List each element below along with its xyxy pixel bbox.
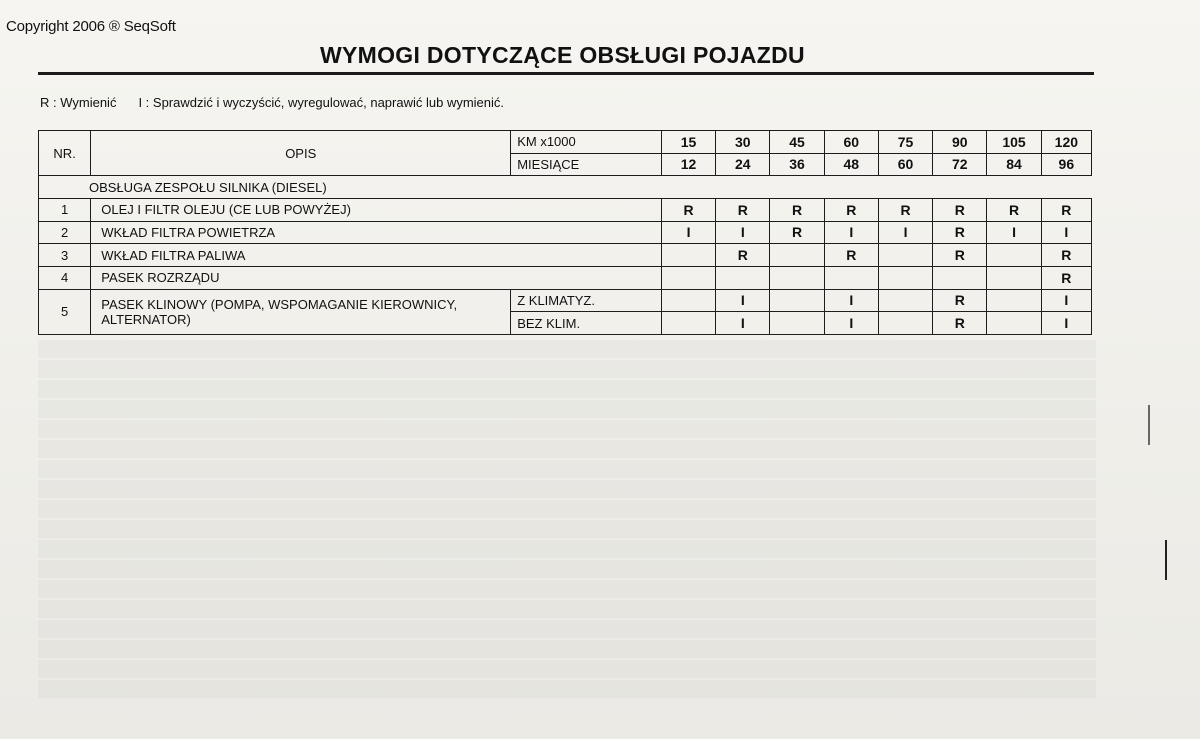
cell-value: R <box>824 244 878 267</box>
cell-value: I <box>824 289 878 312</box>
km-value: 105 <box>987 131 1041 154</box>
row-nr: 5 <box>39 289 91 334</box>
cell-value: R <box>933 312 987 335</box>
row-sub-label: Z KLIMATYZ. <box>511 289 662 312</box>
cell-value: R <box>661 198 715 221</box>
cell-value: R <box>1041 244 1091 267</box>
faded-background-text <box>38 340 1096 700</box>
cell-value <box>770 244 824 267</box>
table-row <box>39 289 1092 312</box>
legend-inspect: I : Sprawdzić i wyczyścić, wyregulować, naprawić lub wymienić. <box>138 95 505 110</box>
header-row-km <box>39 131 1092 154</box>
month-value: 12 <box>661 153 715 176</box>
cell-value: R <box>716 198 770 221</box>
row-nr: 4 <box>39 266 91 289</box>
row-nr: 2 <box>39 221 91 244</box>
cell-value <box>987 266 1041 289</box>
table-row <box>39 221 1092 244</box>
cell-value: R <box>933 289 987 312</box>
cell-value: I <box>987 221 1041 244</box>
cell-value: I <box>1041 312 1091 335</box>
km-value: 45 <box>770 131 824 154</box>
cell-value <box>661 266 715 289</box>
page-title: WYMOGI DOTYCZĄCE OBSŁUGI POJAZDU <box>320 42 805 68</box>
month-value: 84 <box>987 153 1041 176</box>
row-nr: 3 <box>39 244 91 267</box>
cell-value: I <box>824 221 878 244</box>
km-value: 15 <box>661 131 715 154</box>
month-value: 48 <box>824 153 878 176</box>
cell-value: R <box>1041 266 1091 289</box>
cell-value: I <box>1041 221 1091 244</box>
section-row <box>39 176 1092 199</box>
km-value: 30 <box>716 131 770 154</box>
cell-value: R <box>933 221 987 244</box>
row-desc: PASEK ROZRZĄDU <box>91 266 662 289</box>
table-row <box>39 244 1092 267</box>
month-value: 24 <box>716 153 770 176</box>
cell-value: R <box>1041 198 1091 221</box>
cell-value <box>878 312 932 335</box>
cell-value: R <box>770 221 824 244</box>
cell-value: R <box>824 198 878 221</box>
cell-value <box>661 289 715 312</box>
cell-value <box>878 289 932 312</box>
cell-value: R <box>716 244 770 267</box>
cell-value <box>661 312 715 335</box>
cell-value <box>770 266 824 289</box>
cell-value <box>770 289 824 312</box>
cell-value <box>987 289 1041 312</box>
cell-value <box>878 266 932 289</box>
row-desc: WKŁAD FILTRA PALIWA <box>91 244 662 267</box>
header-nr: NR. <box>39 131 91 176</box>
cell-value: R <box>933 244 987 267</box>
km-value: 75 <box>878 131 932 154</box>
cell-value: I <box>1041 289 1091 312</box>
header-opis: OPIS <box>91 131 511 176</box>
copyright-notice: Copyright 2006 ® SeqSoft <box>6 18 176 35</box>
table-row <box>39 198 1092 221</box>
cell-value <box>933 266 987 289</box>
cell-value: I <box>661 221 715 244</box>
month-value: 72 <box>933 153 987 176</box>
cell-value <box>661 244 715 267</box>
month-value: 96 <box>1041 153 1091 176</box>
table-row <box>39 266 1092 289</box>
legend <box>40 95 504 110</box>
cell-value <box>987 312 1041 335</box>
margin-mark <box>1165 540 1167 580</box>
km-value: 120 <box>1041 131 1091 154</box>
legend-replace: R : Wymienić <box>40 95 117 110</box>
cell-value: I <box>716 221 770 244</box>
cell-value: I <box>878 221 932 244</box>
cell-value <box>716 266 770 289</box>
cell-value <box>987 244 1041 267</box>
header-km-label: KM x1000 <box>511 131 662 154</box>
month-value: 36 <box>770 153 824 176</box>
cell-value <box>770 312 824 335</box>
cell-value: I <box>716 312 770 335</box>
row-desc: WKŁAD FILTRA POWIETRZA <box>91 221 662 244</box>
cell-value: R <box>878 198 932 221</box>
header-months-label: MIESIĄCE <box>511 153 662 176</box>
km-value: 60 <box>824 131 878 154</box>
cell-value: R <box>933 198 987 221</box>
maintenance-table <box>38 130 1092 335</box>
cell-value: R <box>987 198 1041 221</box>
margin-mark <box>1148 405 1150 445</box>
row-desc: PASEK KLINOWY (POMPA, WSPOMAGANIE KIEROWNICY, ALTERNATOR) <box>91 289 511 334</box>
month-value: 60 <box>878 153 932 176</box>
section-title: OBSŁUGA ZESPOŁU SILNIKA (DIESEL) <box>39 176 1092 199</box>
cell-value <box>878 244 932 267</box>
cell-value <box>824 266 878 289</box>
title-rule <box>38 72 1094 75</box>
row-sub-label: BEZ KLIM. <box>511 312 662 335</box>
row-nr: 1 <box>39 198 91 221</box>
row-desc: OLEJ I FILTR OLEJU (CE LUB POWYŻEJ) <box>91 198 662 221</box>
cell-value: R <box>770 198 824 221</box>
cell-value: I <box>824 312 878 335</box>
cell-value: I <box>716 289 770 312</box>
km-value: 90 <box>933 131 987 154</box>
